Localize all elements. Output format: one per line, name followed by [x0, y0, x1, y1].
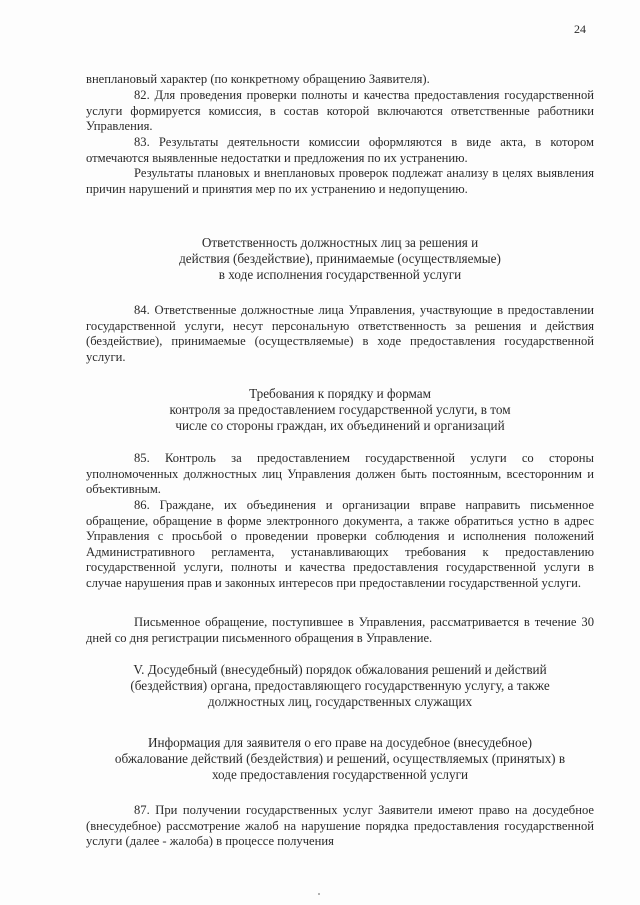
paragraph-85: 85. Контроль за предоставлением государственной услуги со стороны уполномоченных должностных лиц Управления должен быть постоянным, всесторонним и объективным.	[86, 451, 594, 497]
heading-line: Информация для заявителя о его праве на досудебное (внесудебное)	[148, 735, 532, 750]
paragraph-83-results: Результаты плановых и внеплановых проверок подлежат анализу в целях выявления причин нарушений и принятия мер по их устранению и недопущению.	[86, 166, 594, 196]
heading-line: должностных лиц, государственных служащих	[207, 694, 473, 709]
paragraph-continuation: внеплановый характер (по конкретному обращению Заявителя).	[86, 72, 430, 86]
section-heading-pretrial-appeal	[86, 662, 594, 710]
paragraph-83: 83. Результаты деятельности комиссии оформляются в виде акта, в котором отмечаются выявленные недостатки и предложения по их устранению.	[86, 135, 594, 165]
section-heading-control-requirements	[86, 386, 594, 434]
heading-line: числе со стороны граждан, их объединений и организаций	[175, 418, 505, 433]
scan-speck	[318, 893, 320, 895]
heading-line: действия (бездействие), принимаемые (осуществляемые)	[179, 251, 501, 266]
heading-line: (бездействия) органа, предоставляющего государственную услугу, а также	[130, 678, 550, 693]
heading-line: ходе предоставления государственной услуги	[211, 767, 469, 782]
page-number: 24	[574, 22, 586, 36]
heading-line: Требования к порядку и формам	[249, 386, 431, 401]
paragraph-87: 87. При получении государственных услуг Заявители имеют право на досудебное (внесудебное) рассмотрение жалоб на нарушение порядка предоставления государственной услуги (далее - жалоба) в процессе получения	[86, 803, 594, 849]
paragraph-82: 82. Для проведения проверки полноты и качества предоставления государственной услуги формируется комиссия, в состав которой включаются ответственные работники Управления.	[86, 88, 594, 134]
section-heading-responsibility	[86, 235, 594, 283]
heading-line: контроля за предоставлением государственной услуги, в том	[169, 402, 511, 417]
heading-line: V. Досудебный (внесудебный) порядок обжалования решений и действий	[133, 662, 547, 677]
paragraph-86-written: Письменное обращение, поступившее в Управления, рассматривается в течение 30 дней со дня регистрации письменного обращения в Управление.	[86, 615, 594, 645]
paragraph-84: 84. Ответственные должностные лица Управления, участвующие в предоставлении государственной услуги, несут персональную ответственность за решения и действия (бездействие), принимаемые (осуществляемые) в ходе предоставления государственной услуги.	[86, 303, 594, 364]
heading-line: в ходе исполнения государственной услуги	[218, 267, 462, 282]
section-heading-applicant-info	[86, 735, 594, 783]
paragraph-86: 86. Граждане, их объединения и организации вправе направить письменное обращение, обращение в форме электронного документа, а также обратиться устно в адрес Управления с просьбой о проведении проверки соблюдения и исполнения положений Административного регламента, устанавливающих требования к предоставлению государственной услуги, полноты и качества предоставления государственной услуги в случае нарушения прав и законных интересов при предоставлении государственной услуги.	[86, 498, 594, 590]
heading-line: Ответственность должностных лиц за решения и	[201, 235, 479, 250]
heading-line: обжалование действий (бездействия) и решений, осуществляемых (принятых) в	[114, 751, 566, 766]
